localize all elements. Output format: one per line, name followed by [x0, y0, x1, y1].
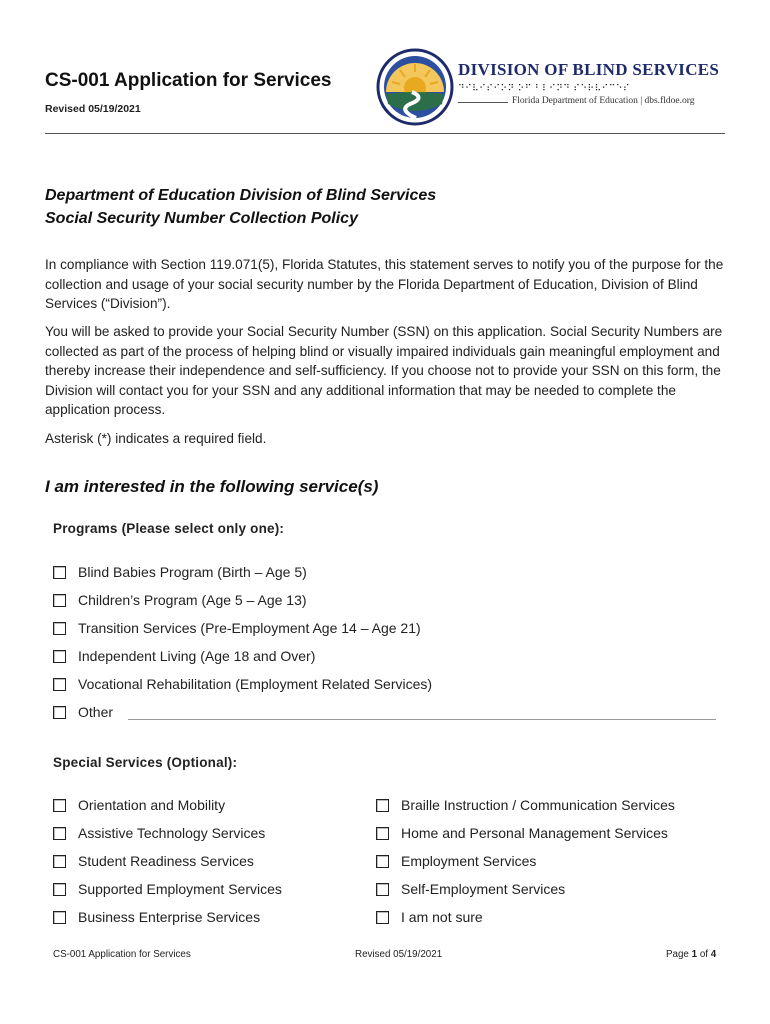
checkbox[interactable]: [53, 911, 66, 924]
policy-paragraph-2: You will be asked to provide your Social Security Number (SSN) on this application. Social Security Numbers are collected as part of the process of helping blind or visually impaired individuals gain meaningful employment and thereby increase their independence and self-sufficiency. If you choose not to provide your SSN on this form, the Division will contact you for your SSN and any additional information that may be needed to complete the application process.: [45, 324, 723, 417]
option-label: Self-Employment Services: [401, 881, 566, 897]
checkbox[interactable]: [376, 827, 389, 840]
revision-date: Revised 05/19/2021: [45, 103, 141, 115]
programs-list: [53, 562, 723, 722]
special-service-option[interactable]: [53, 879, 363, 899]
special-service-option[interactable]: [376, 823, 736, 843]
form-title: CS-001 Application for Services: [45, 70, 332, 91]
page-total: 4: [710, 949, 717, 960]
page-current: 1: [691, 949, 698, 960]
page-prefix: Page: [666, 949, 689, 960]
special-service-option[interactable]: [53, 907, 363, 927]
policy-heading-line1: Department of Education Division of Blind Services: [45, 187, 437, 204]
header-divider: [45, 133, 725, 134]
checkbox[interactable]: [53, 650, 66, 663]
checkbox[interactable]: [53, 622, 66, 635]
special-service-option[interactable]: [53, 851, 363, 871]
checkbox[interactable]: [376, 883, 389, 896]
special-service-option[interactable]: [53, 823, 363, 843]
checkbox[interactable]: [376, 911, 389, 924]
option-label: Children’s Program (Age 5 – Age 13): [78, 592, 307, 608]
special-service-option[interactable]: [376, 851, 736, 871]
option-label: Braille Instruction / Communication Services: [401, 797, 675, 813]
option-label: Assistive Technology Services: [78, 825, 266, 841]
option-label: Home and Personal Management Services: [401, 825, 668, 841]
required-field-note: Asterisk (*) indicates a required field.: [45, 431, 267, 446]
checkbox[interactable]: [53, 855, 66, 868]
program-option[interactable]: [53, 590, 723, 610]
checkbox[interactable]: [53, 799, 66, 812]
option-label: Student Readiness Services: [78, 853, 254, 869]
logo-wordmark: DIVISION OF BLIND SERVICES: [458, 60, 720, 79]
checkbox[interactable]: [53, 594, 66, 607]
program-option[interactable]: [53, 646, 723, 666]
services-heading: I am interested in the following service(s): [45, 477, 379, 496]
special-services-right-column: [376, 795, 736, 927]
option-label: Business Enterprise Services: [78, 909, 261, 925]
other-text-field[interactable]: [128, 719, 716, 720]
option-label: Blind Babies Program (Birth – Age 5): [78, 564, 307, 580]
special-service-option[interactable]: [376, 795, 736, 815]
checkbox[interactable]: [376, 799, 389, 812]
special-service-option[interactable]: [376, 879, 736, 899]
special-services-label: Special Services (Optional):: [53, 755, 238, 770]
option-label: Supported Employment Services: [78, 881, 282, 897]
program-option[interactable]: [53, 618, 723, 638]
program-option[interactable]: [53, 562, 723, 582]
checkbox[interactable]: [53, 883, 66, 896]
logo-tagline: Florida Department of Education | dbs.fldoe.org: [512, 96, 695, 106]
logo-divider: [458, 102, 508, 103]
checkbox[interactable]: [53, 678, 66, 691]
option-label: Employment Services: [401, 853, 537, 869]
policy-heading-line2: Social Security Number Collection Policy: [45, 210, 358, 227]
option-label: Other: [78, 704, 114, 720]
special-service-option[interactable]: [53, 795, 363, 815]
program-option[interactable]: [53, 674, 723, 694]
programs-label: Programs (Please select only one):: [53, 521, 285, 536]
checkbox[interactable]: [53, 827, 66, 840]
option-label: I am not sure: [401, 909, 483, 925]
special-service-option[interactable]: [376, 907, 736, 927]
logo-braille: ⠙⠊⠧⠊⠎⠊⠕⠝ ⠕⠋ ⠃⠇⠊⠝⠙ ⠎⠑⠗⠧⠊⠉⠑⠎: [458, 83, 631, 93]
option-label: Vocational Rehabilitation (Employment Related Services): [78, 676, 433, 692]
checkbox[interactable]: [53, 706, 66, 719]
dbs-seal-logo: [376, 48, 454, 126]
option-label: Independent Living (Age 18 and Over): [78, 648, 316, 664]
footer-revision: Revised 05/19/2021: [355, 949, 443, 960]
page-of: of: [699, 949, 708, 960]
checkbox[interactable]: [53, 566, 66, 579]
footer-page-number: [666, 949, 716, 960]
footer-form-name: CS-001 Application for Services: [53, 949, 191, 960]
option-label: Orientation and Mobility: [78, 797, 226, 813]
special-services-left-column: [53, 795, 363, 927]
policy-paragraph-1: In compliance with Section 119.071(5), Florida Statutes, this statement serves to notify you of the purpose for the collection and usage of your social security number by the Florida Department of Education, Division of Blind Services (“Division”).: [45, 257, 724, 311]
checkbox[interactable]: [376, 855, 389, 868]
option-label: Transition Services (Pre-Employment Age 14 – Age 21): [78, 620, 421, 636]
